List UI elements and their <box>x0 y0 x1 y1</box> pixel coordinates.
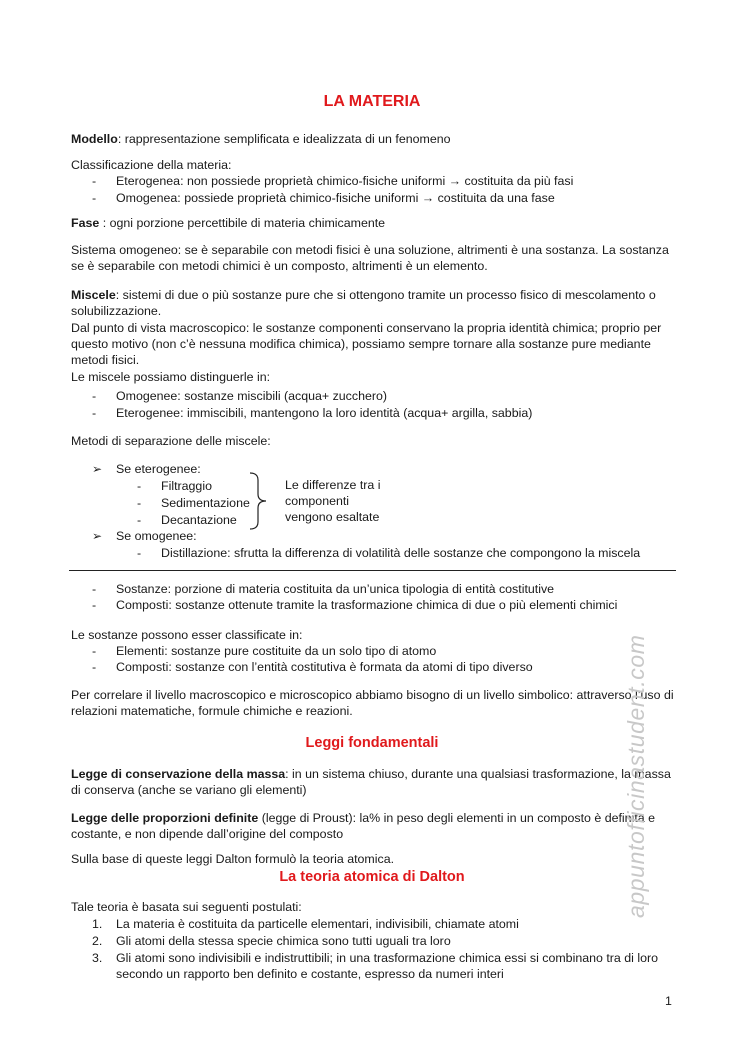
list-dash: - <box>137 496 142 510</box>
legge-proporzioni-label: Legge delle proporzioni definite <box>71 811 259 825</box>
list-item: Omogenee: sostanze miscibili (acqua+ zucchero) <box>116 389 388 403</box>
curly-brace-icon <box>248 472 272 530</box>
sub-list-item: Decantazione <box>161 513 237 527</box>
sub-list-item: Distillazione: sfrutta la differenza di volatilità delle sostanze che compongono la miscela <box>161 546 641 560</box>
page-number: 1 <box>665 994 672 1008</box>
legge-conservazione <box>71 766 676 798</box>
sub-list-item: Filtraggio <box>161 479 212 493</box>
list-item: La materia è costituita da particelle elementari, indivisibili, chiamate atomi <box>116 917 519 931</box>
watermark: appuntofficinastudent.com <box>623 634 649 918</box>
list-dash: - <box>92 660 97 674</box>
list-dash: - <box>92 582 97 596</box>
list-dash: - <box>92 598 97 612</box>
postulati-intro: Tale teoria è basata sui seguenti postulati: <box>71 900 302 914</box>
list-dash: - <box>137 513 142 527</box>
list-item: Eterogenea: non possiede proprietà chimico-fisiche uniformi → costituita da più fasi <box>116 174 574 188</box>
legge-proporzioni-text: (legge di Proust): la% in peso degli elementi in un composto è definita e costante, e non dipende dall’origine del composto <box>71 811 655 842</box>
legge-proporzioni <box>71 810 676 842</box>
page-title: LA MATERIA <box>323 93 421 110</box>
horizontal-rule <box>69 570 676 571</box>
list-item: Composti: sostanze ottenute tramite la trasformazione chimica di due o più elementi chimici <box>116 598 618 612</box>
list-number: 2. <box>92 934 103 948</box>
list-item: Sostanze: porzione di materia costituita da un’unica tipologia di entità costitutive <box>116 582 555 596</box>
miscele-label: Miscele <box>71 288 116 302</box>
list-dash: - <box>92 174 97 188</box>
list-dash: - <box>92 389 97 403</box>
dalton-heading: La teoria atomica di Dalton <box>279 869 465 885</box>
macroscopico-paragraph: Dal punto di vista macroscopico: le sostanze componenti conservano la propria identità chimica; proprio per questo motivo (non c’è nessuna modifica chimica), possiamo sempre tornare alla sostanze pure mediante metodi fisici. <box>71 321 662 368</box>
modello-label: Modello <box>71 132 118 146</box>
brace-note-line: componenti <box>285 494 350 509</box>
list-dash: - <box>92 644 97 658</box>
homo-label: Se omogenee: <box>116 529 197 543</box>
correlare-paragraph: Per correlare il livello macroscopico e microscopico abbiamo bisogno di un livello simbolico: attraverso l’uso di relazioni matematiche, formule chimiche e reazioni. <box>71 688 674 719</box>
fase-label: Fase <box>71 216 100 230</box>
leggi-heading: Leggi fondamentali <box>305 735 439 751</box>
miscele-distinguish: Le miscele possiamo distinguerle in: <box>71 370 271 384</box>
list-item: Omogenea: possiede proprietà chimico-fisiche uniformi → costituita da una fase <box>116 191 555 205</box>
brace-note-line: Le differenze tra i <box>285 478 381 492</box>
sub-list-item: Sedimentazione <box>161 496 250 510</box>
list-dash: - <box>92 406 97 420</box>
sistema-paragraph: Sistema omogeneo: se è separabile con metodi fisici è una soluzione, altrimenti è una sostanza. La sostanza se è separabile con metodi chimici è un composto, altrimenti è un elemento. <box>71 243 669 274</box>
miscele-paragraph <box>71 287 676 319</box>
list-item: Gli atomi della stessa specie chimica sono tutti uguali tra loro <box>116 934 451 948</box>
arrow-bullet-icon: ➢ <box>92 462 103 476</box>
hetero-label: Se eterogenee: <box>116 462 201 476</box>
list-item: Eterogenee: immiscibili, mantengono la loro identità (acqua+ argilla, sabbia) <box>116 406 533 420</box>
list-dash: - <box>137 546 142 560</box>
dalton-intro: Sulla base di queste leggi Dalton formulò la teoria atomica. <box>71 852 395 866</box>
miscele-text: : sistemi di due o più sostanze pure che si ottengono tramite un processo fisico di mescolamento o solubilizzazione. <box>71 288 656 319</box>
arrow-bullet-icon: ➢ <box>92 529 103 543</box>
legge-conservazione-label: Legge di conservazione della massa <box>71 767 286 781</box>
list-item: Elementi: sostanze pure costituite da un solo tipo di atomo <box>116 644 437 658</box>
list-number: 3. <box>92 951 103 965</box>
list-number: 1. <box>92 917 103 931</box>
brace-note-line: vengono esaltate <box>285 510 380 525</box>
modello-paragraph <box>71 131 676 147</box>
legge-conservazione-text: : in un sistema chiuso, durante una qualsiasi trasformazione, la massa di conserva (anche se variano gli elementi) <box>71 767 671 798</box>
modello-text: : rappresentazione semplificata e idealizzata di un fenomeno <box>117 132 451 146</box>
sostanze-intro: Le sostanze possono esser classificate in: <box>71 628 303 642</box>
classificazione-intro: Classificazione della materia: <box>71 158 232 172</box>
brace-note <box>285 477 415 526</box>
list-dash: - <box>92 191 97 205</box>
list-item: Composti: sostanze con l’entità costitutiva è formata da atomi di tipo diverso <box>116 660 533 674</box>
fase-paragraph <box>71 215 676 231</box>
list-dash: - <box>137 479 142 493</box>
list-item: Gli atomi sono indivisibili e indistruttibili; in una trasformazione chimica essi si combinano tra di loro secondo un rapporto ben definito e costante, espresso da numeri interi <box>116 951 658 982</box>
fase-text: : ogni porzione percettibile di materia chimicamente <box>99 216 386 230</box>
metodi-intro: Metodi di separazione delle miscele: <box>71 434 271 448</box>
